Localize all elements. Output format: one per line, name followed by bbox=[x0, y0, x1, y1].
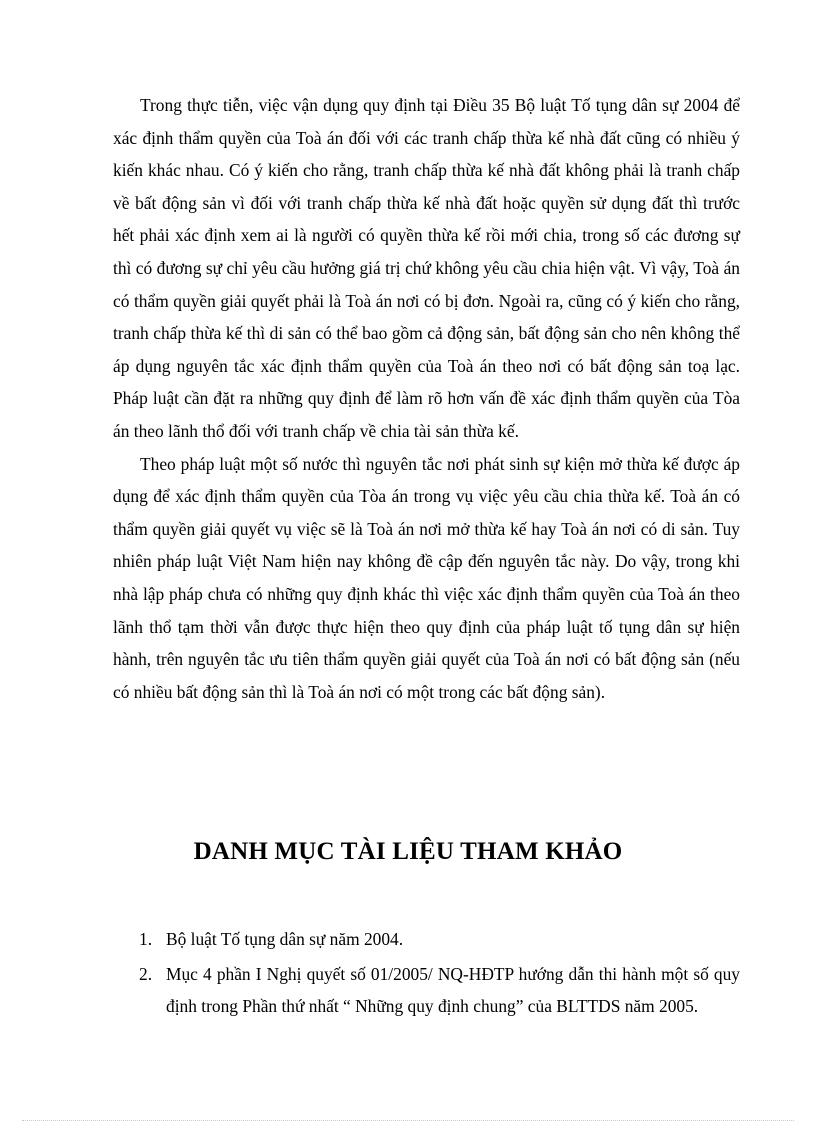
reference-text: Bộ luật Tố tụng dân sự năm 2004. bbox=[166, 929, 404, 949]
references-heading: DANH MỤC TÀI LIỆU THAM KHẢO bbox=[193, 838, 623, 865]
paragraph-foreign-law: Theo pháp luật một số nước thì nguyên tắc nơi phát sinh sự kiện mở thừa kế được áp dụng để xác định thẩm quyền của Tòa án trong vụ việc yêu cầu chia thừa kế. Toà án có thẩm quyền giải quyết vụ việc sẽ là Toà án nơi mở thừa kế hay Toà án nơi có di sản. Tuy nhiên pháp luật Việt Nam hiện nay không đề cập đến nguyên tắc này. Do vậy, trong khi nhà lập pháp chưa có những quy định khác thì việc xác định thẩm quyền của Toà án theo lãnh thổ tạm thời vẫn được thực hiện theo quy định của pháp luật tố tụng dân sự hiện hành, trên nguyên tắc ưu tiên thẩm quyền giải quyết của Toà án nơi có bất động sản (nếu có nhiều bất động sản thì là Toà án nơi có một trong các bất động sản). bbox=[113, 453, 740, 702]
references-list bbox=[113, 923, 740, 1025]
page-bottom-rule bbox=[22, 1120, 794, 1121]
body-text bbox=[113, 89, 740, 708]
reference-item bbox=[113, 923, 740, 956]
reference-number: 1. bbox=[139, 929, 153, 949]
reference-number: 2. bbox=[139, 963, 153, 984]
reference-item bbox=[113, 958, 740, 1023]
reference-text: Mục 4 phần I Nghị quyết số 01/2005/ NQ-HĐTP hướng dẫn thi hành một số quy định trong Phần thứ nhất “ Những quy định chung” của BLTTDS năm 2005. bbox=[166, 963, 740, 1017]
paragraph-inheritance-jurisdiction: Trong thực tiễn, việc vận dụng quy định tại Điều 35 Bộ luật Tố tụng dân sự 2004 để xác định thẩm quyền của Toà án đối với các tranh chấp thừa kế nhà đất cũng có nhiều ý kiến khác nhau. Có ý kiến cho rằng, tranh chấp thừa kế nhà đất không phải là tranh chấp về bất động sản vì đối với tranh chấp thừa kế nhà đất hoặc quyền sử dụng đất thì trước hết phải xác định xem ai là người có quyền thừa kế rồi mới chia, trong số các đương sự thì có đương sự chỉ yêu cầu hưởng giá trị chứ không yêu cầu chia hiện vật. Vì vậy, Toà án có thẩm quyền giải quyết phải là Toà án nơi có bị đơn. Ngoài ra, cũng có ý kiến cho rằng, tranh chấp thừa kế thì di sản có thể bao gồm cả động sản, bất động sản cho nên không thể áp dụng nguyên tắc xác định thẩm quyền của Toà án theo nơi có bất động sản toạ lạc. Pháp luật cần đặt ra những quy định để làm rõ hơn vấn đề xác định thẩm quyền của Tòa án theo lãnh thổ đối với tranh chấp về chia tài sản thừa kế. bbox=[113, 95, 740, 441]
